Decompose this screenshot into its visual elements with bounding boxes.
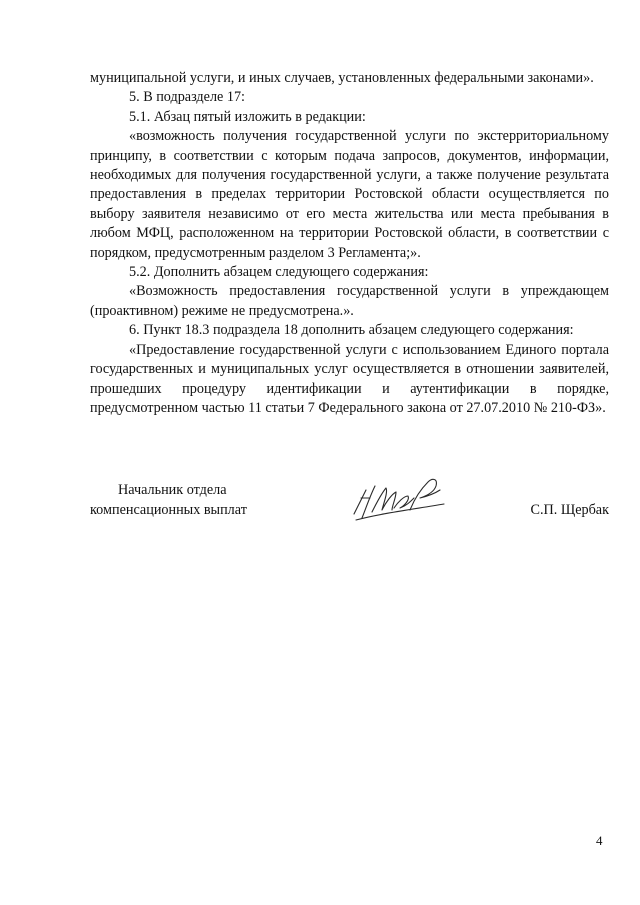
signatory-name: С.П. Щербак xyxy=(530,502,609,518)
paragraph-quote-portal: «Предоставление государственной услуги с использованием Единого портала государственных и муниципальных услуг осуществляется в отношении заявителей, прошедших процедуру идентификации и аутентификации в порядке, предусмотренном частью 11 статьи 7 Федерального закона от 27.07.2010 № 210-ФЗ». xyxy=(90,341,609,416)
signatory-position-line-2: компенсационных выплат xyxy=(90,502,247,518)
paragraph-section-5: 5. В подразделе 17: xyxy=(129,89,246,106)
paragraph-item-5-1: 5.1. Абзац пятый изложить в редакции: xyxy=(129,108,366,125)
handwritten-signature xyxy=(348,468,458,528)
signatory-position-line-1: Начальник отдела xyxy=(118,482,227,498)
paragraph-quote-proactive: «Возможность предоставления государственной услуги в упреждающем (проактивном) режиме не предусмотрена.». xyxy=(90,283,609,319)
paragraph-item-6: 6. Пункт 18.3 подраздела 18 дополнить абзацем следующего содержания: xyxy=(129,322,574,339)
signature-block xyxy=(90,480,609,540)
page-number: 4 xyxy=(596,833,603,848)
document-body xyxy=(90,69,609,418)
paragraph-quote-extraterritorial: «возможность получения государственной услуги по экстерриториальному принципу, в соответствии с которым подача запросов, документов, информации, необходимых для получения государственной услуги, а также получение результата предоставления в пределах территории Ростовской области осуществляется по выбору заявителя независимо от его места жительства или места пребывания в любом МФЦ, расположенном на территории Ростовской области, в соответствии с порядком, предусмотренным разделом 3 Регламента;». xyxy=(90,128,609,261)
paragraph-item-5-2: 5.2. Дополнить абзацем следующего содержания: xyxy=(129,264,429,281)
paragraph-continuation: муниципальной услуги, и иных случаев, установленных федеральными законами». xyxy=(90,70,594,86)
